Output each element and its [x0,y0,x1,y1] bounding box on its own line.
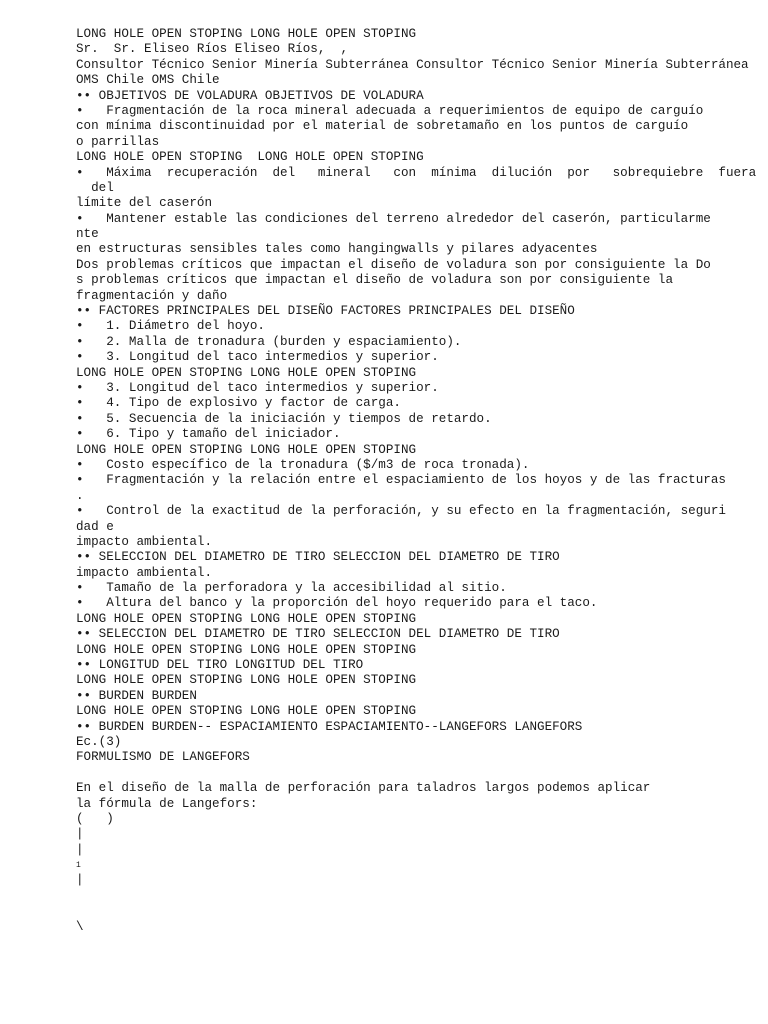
formula-bar: | [76,827,84,842]
formula-heading: FORMULISMO DE LANGEFORS [76,750,250,765]
section-heading: •• SELECCION DEL DIAMETRO DE TIRO SELECCION DEL DIAMETRO DE TIRO [76,627,560,642]
paragraph-line: la fórmula de Langefors: [76,796,258,811]
bullet-item: • Tamaño de la perforadora y la accesibilidad al sitio. [76,581,507,596]
bullet-item: • Máxima recuperación del mineral con mínima dilución por sobrequiebre fuera [76,165,757,180]
section-heading: •• BURDEN BURDEN [76,688,197,703]
bullet-item: • Fragmentación y la relación entre el espaciamiento de los hoyos y de las fracturas [76,473,726,488]
text-line: Dos problemas críticos que impactan el diseño de voladura son por consiguiente la Do [76,257,711,272]
slide-title: LONG HOLE OPEN STOPING LONG HOLE OPEN STOPING [76,611,417,626]
slide-title: LONG HOLE OPEN STOPING LONG HOLE OPEN STOPING [76,365,417,380]
text-line: impacto ambiental. [76,565,213,580]
formula-bar: | [76,873,84,888]
section-heading: •• BURDEN BURDEN-- ESPACIAMIENTO ESPACIAMIENTO--LANGEFORS LANGEFORS [76,719,583,734]
bullet-item: • 3. Longitud del taco intermedios y superior. [76,350,439,365]
blank-line [76,766,756,781]
section-heading: •• FACTORES PRINCIPALES DEL DISEÑO FACTORES PRINCIPALES DEL DISEÑO [76,304,575,319]
section-heading: •• LONGITUD DEL TIRO LONGITUD DEL TIRO [76,658,364,673]
equation-label: Ec.(3) [76,734,122,749]
text-line: o parrillas [76,134,160,149]
bullet-item: • Mantener estable las condiciones del terreno alrededor del caserón, particularme [76,211,711,226]
slide-title: LONG HOLE OPEN STOPING LONG HOLE OPEN STOPING [76,642,417,657]
text-line: Sr. Sr. Eliseo Ríos Eliseo Ríos, , [76,42,349,57]
bullet-item: • Fragmentación de la roca mineral adecuada a requerimientos de equipo de carguío [76,103,704,118]
paragraph-line: En el diseño de la malla de perforación para taladros largos podemos aplicar [76,781,651,796]
formula-superscript: 1 [76,861,81,871]
text-line: límite del caserón [76,196,213,211]
document-page [76,27,756,935]
bullet-item: • 5. Secuencia de la iniciación y tiempos de retardo. [76,411,492,426]
slide-title: LONG HOLE OPEN STOPING LONG HOLE OPEN STOPING [76,150,424,165]
formula-bar: | [76,842,84,857]
bullet-item: • Control de la exactitud de la perforación, y su efecto en la fragmentación, seguri [76,504,726,519]
bullet-item: • Altura del banco y la proporción del hoyo requerido para el taco. [76,596,598,611]
text-line: OMS Chile OMS Chile [76,73,220,88]
blank-lines [76,889,756,920]
bullet-item: • 4. Tipo de explosivo y factor de carga. [76,396,401,411]
formula-parenthesis: ( ) [76,811,114,826]
slide-title: LONG HOLE OPEN STOPING LONG HOLE OPEN STOPING [76,442,417,457]
formula-fragments [76,812,756,935]
slide-title: LONG HOLE OPEN STOPING LONG HOLE OPEN STOPING [76,704,417,719]
section-heading: •• OBJETIVOS DE VOLADURA OBJETIVOS DE VOLADURA [76,88,424,103]
text-line: . [76,488,84,503]
text-line: Consultor Técnico Senior Minería Subterránea Consultor Técnico Senior Minería Subterránea [76,57,749,72]
text-line: nte [76,227,99,242]
formula-backslash: \ [76,919,84,934]
text-line: dad e [76,519,114,534]
text-line: en estructuras sensibles tales como hangingwalls y pilares adyacentes [76,242,598,257]
langefors-paragraph [76,781,756,812]
bullet-item: • 6. Tipo y tamaño del iniciador. [76,427,341,442]
text-line: s problemas críticos que impactan el diseño de voladura son por consiguiente la [76,273,674,288]
text-line: impacto ambiental. [76,534,213,549]
bullet-item: • 3. Longitud del taco intermedios y superior. [76,380,439,395]
text-line: fragmentación y daño [76,288,228,303]
text-line: del [76,180,114,195]
bullet-item: • Costo específico de la tronadura ($/m3 de roca tronada). [76,457,530,472]
section-heading: •• SELECCION DEL DIAMETRO DE TIRO SELECCION DEL DIAMETRO DE TIRO [76,550,560,565]
bullet-item: • 1. Diámetro del hoyo. [76,319,265,334]
text-line: con mínima discontinuidad por el material de sobretamaño en los puntos de carguío [76,119,689,134]
bullet-item: • 2. Malla de tronadura (burden y espaciamiento). [76,334,462,349]
document-text-block [76,27,756,766]
text-line: LONG HOLE OPEN STOPING LONG HOLE OPEN STOPING [76,27,417,41]
slide-title: LONG HOLE OPEN STOPING LONG HOLE OPEN STOPING [76,673,417,688]
